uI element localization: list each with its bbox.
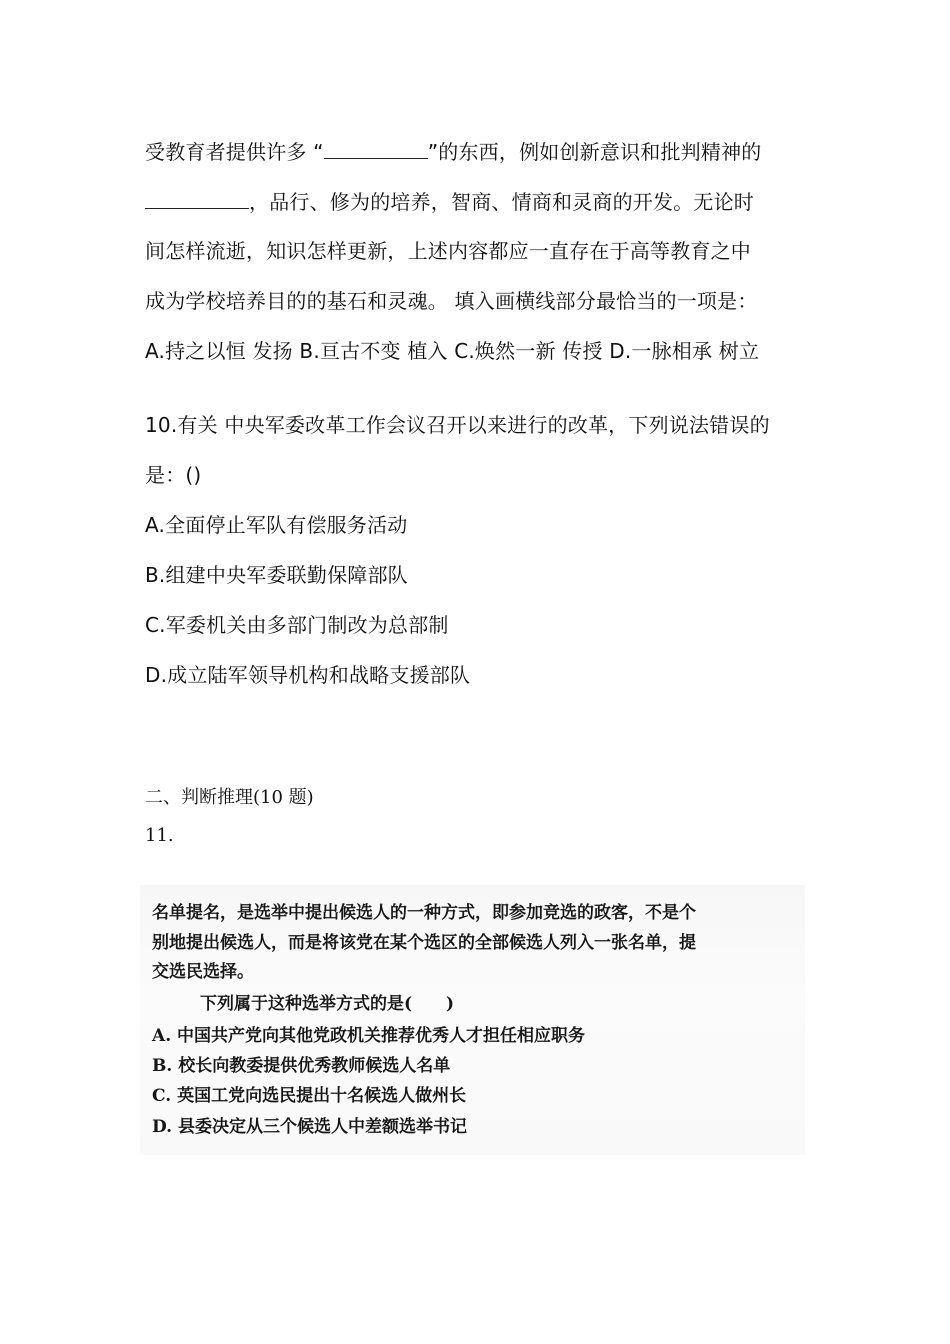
passage-line-4: 成为学校培养目的的基石和灵魂。 填入画横线部分最恰当的一项是： [145, 289, 758, 313]
passage-line-2-end: ，品行、修为的培养，智商、情商和灵商的开发。无论时 [249, 190, 754, 214]
scan-option-b: B. 校长向教委提供优秀教师候选人名单 [152, 1056, 451, 1076]
fill-blank-1 [324, 138, 428, 159]
passage-line-1-end: ”的东西，例如创新意识和批判精神的 [427, 140, 762, 164]
question-11-number: 11. [145, 825, 174, 846]
section-heading: 二、判断推理(10 题) [145, 787, 314, 808]
passage-line-1 [145, 138, 761, 165]
scan-question: 下列属于这种选举方式的是( ) [200, 994, 455, 1014]
scan-text-line-1: 名单提名，是选举中提出候选人的一种方式，即参加竞选的政客，不是个 [152, 903, 696, 923]
fill-blank-2 [145, 188, 249, 209]
passage-line-1-start: 受教育者提供许多 “ [145, 140, 324, 164]
passage-line-3: 间怎样流逝，知识怎样更新，上述内容都应一直存在于高等教育之中 [145, 239, 751, 263]
passage-line-2 [145, 188, 754, 215]
question-10-option-d: D.成立陆军领导机构和战略支援部队 [145, 663, 471, 687]
question-10-stem-cont: 是：() [145, 463, 202, 487]
answer-options-q9: A.持之以恒 发扬 B.亘古不变 植入 C.焕然一新 传授 D.一脉相承 树立 [145, 339, 760, 363]
scanned-question-image [140, 885, 805, 1155]
scan-option-c: C. 英国工党向选民提出十名候选人做州长 [152, 1086, 467, 1106]
question-10-option-a: A.全面停止军队有偿服务活动 [145, 513, 408, 537]
question-10-option-c: C.军委机关由多部门制改为总部制 [145, 613, 449, 637]
question-10-stem: 10.有关 中央军委改革工作会议召开以来进行的改革，下列说法错误的 [145, 413, 770, 437]
scan-option-d: D. 县委决定从三个候选人中差额选举书记 [152, 1117, 467, 1137]
scan-text-line-3: 交选民选择。 [152, 962, 254, 982]
scan-option-a: A. 中国共产党向其他党政机关推荐优秀人才担任相应职务 [152, 1026, 586, 1046]
scan-text-line-2: 别地提出候选人，而是将该党在某个选区的全部候选人列入一张名单，提 [152, 933, 696, 953]
question-10-option-b: B.组建中央军委联勤保障部队 [145, 563, 408, 587]
